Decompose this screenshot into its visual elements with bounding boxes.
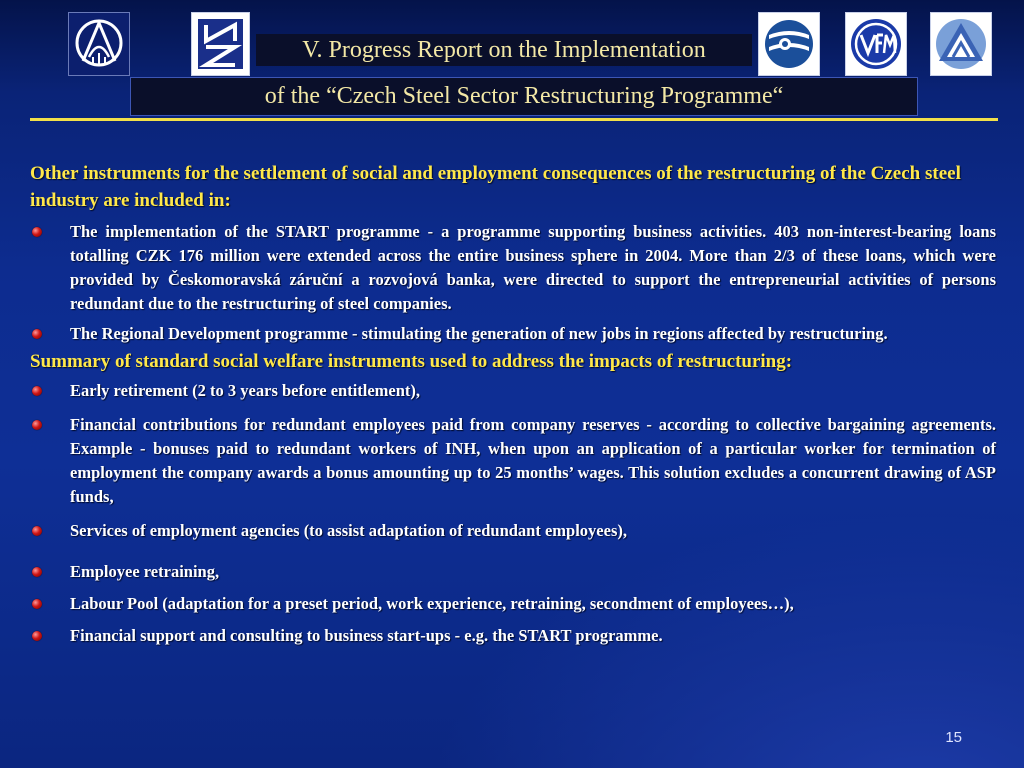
triangle-logo-icon: [930, 12, 992, 76]
title-divider: [30, 118, 998, 121]
list-item-text: Services of employment agencies (to assist adaptation of redundant employees),: [70, 521, 627, 540]
slide-content: [30, 160, 996, 648]
list-item-text: Employee retraining,: [70, 562, 220, 581]
list-item: [30, 592, 996, 616]
section-heading-other-instruments: Other instruments for the settlement of social and employment consequences of the restructuring of the Czech steel industry are included in:: [30, 163, 961, 211]
list-item-text: Labour Pool (adaptation for a preset period, work experience, retraining, secondment of employees…),: [70, 594, 794, 613]
bullet-icon: [32, 386, 42, 396]
page-subtitle: of the “Czech Steel Sector Restructuring Programme“: [130, 77, 918, 116]
bullet-icon: [32, 329, 42, 339]
list-item-text: Financial contributions for redundant employees paid from company reserves - according to collective bargaining agreements. Example - bonuses paid to redundant workers of INH, when upon an application of a particular worker for termination of employment the company awards a bonus amounting up to 25 months’ wages. This solution excludes a concurrent drawing of ASP funds,: [70, 415, 996, 506]
list-item: [30, 413, 996, 509]
section-heading-summary: Summary of standard social welfare instruments used to address the impacts of restructuring:: [30, 351, 793, 372]
slide-number: 15: [945, 729, 962, 746]
vfm-logo-icon: [845, 12, 907, 76]
list-item: [30, 379, 996, 403]
list-item: [30, 624, 996, 648]
list-item: [30, 220, 996, 316]
bullet-icon: [32, 227, 42, 237]
bullet-icon: [32, 599, 42, 609]
arch-logo-icon: [68, 12, 130, 76]
list-item-text: The Regional Development programme - stimulating the generation of new jobs in regions affected by restructuring.: [70, 324, 888, 343]
bullet-icon: [32, 631, 42, 641]
list-item: [30, 560, 996, 584]
section2-list: [30, 379, 996, 648]
list-item-text: Early retirement (2 to 3 years before entitlement),: [70, 381, 421, 400]
bullet-icon: [32, 420, 42, 430]
list-item: [30, 519, 996, 543]
czech-flag-logo-icon: [758, 12, 820, 76]
nhz-logo-icon: [191, 12, 250, 76]
section1-list: [30, 220, 996, 346]
page-title: V. Progress Report on the Implementation: [256, 34, 752, 66]
list-item-text: The implementation of the START programme - a programme supporting business activities. 403 non-interest-bearing loans totalling CZK 176 million were extended across the entire business sphere in 2004. More than 2/3 of these loans, which were provided by Českomoravská záruční a rozvojová banka, were directed to support the entrepreneurial activities of persons redundant due to the restructuring of steel companies.: [70, 222, 996, 313]
bullet-icon: [32, 526, 42, 536]
list-item: [30, 322, 996, 346]
bullet-icon: [32, 567, 42, 577]
list-item-text: Financial support and consulting to business start-ups - e.g. the START programme.: [70, 626, 663, 645]
